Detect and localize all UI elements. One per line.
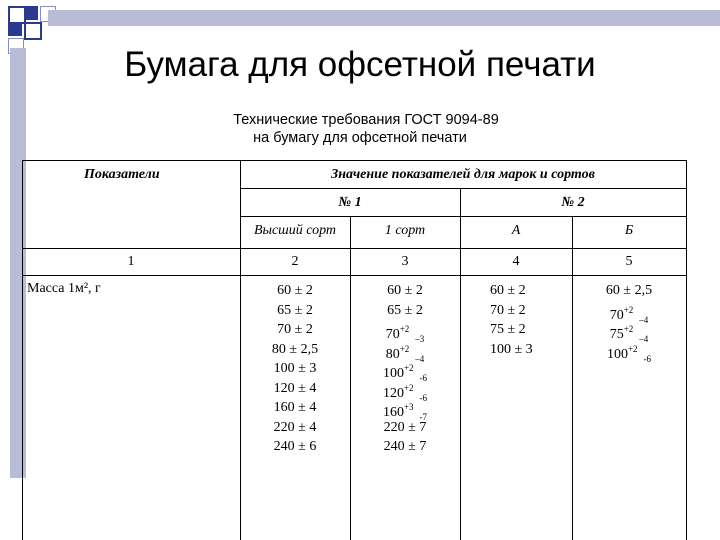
table-rule: [460, 188, 461, 540]
column-grade-b: [572, 281, 686, 364]
table-cell-value: [572, 281, 686, 301]
table-cell-value: 220 ± 4: [273, 419, 317, 435]
table-cell-value: [350, 398, 460, 422]
value-base: 100: [382, 366, 404, 381]
tolerance-lower: -6: [419, 373, 428, 383]
table-cell-value: [572, 301, 686, 325]
tolerance-lower: -6: [643, 353, 652, 364]
value-base: 240 ± 7: [383, 439, 427, 454]
table-cell-value: 80 ± 2,5: [271, 341, 319, 357]
tolerance-lower: –4: [639, 334, 649, 344]
column-number: 2: [291, 254, 299, 269]
tolerance-lower: –4: [639, 314, 649, 325]
tolerance-lower: -7: [419, 412, 428, 422]
column-number: 3: [401, 254, 409, 269]
deco-square: [8, 22, 22, 36]
tolerance-upper: +2: [623, 324, 634, 334]
table-cell-value: [350, 281, 460, 301]
table-cell-value: [350, 301, 460, 321]
table-cell-value: 240 ± 6: [273, 439, 317, 454]
table-cell-value: 60 ± 2: [277, 283, 313, 298]
table-rule: [22, 248, 686, 249]
header-indicators: Показатели: [84, 167, 160, 182]
tolerance-upper: +2: [403, 363, 414, 373]
value-base: 100: [606, 346, 628, 362]
column-number: 4: [512, 254, 520, 269]
tolerance-lower: -6: [419, 392, 428, 403]
column-grade-a: [460, 281, 572, 359]
tolerance-lower: –4: [415, 353, 425, 364]
table-cell-value: 160 ± 4: [273, 400, 317, 415]
column-first-grade: [350, 281, 460, 457]
value-base: 75: [609, 327, 624, 342]
subheader-first: 1 сорт: [384, 223, 426, 238]
value-base: 80: [385, 346, 400, 362]
table-cell-value: 100 ± 3: [273, 361, 317, 376]
table-rule: [22, 275, 686, 276]
deco-square: [24, 22, 42, 40]
column-number: 5: [625, 254, 633, 269]
table-border: [22, 160, 23, 540]
slide-top-bar: [48, 10, 720, 26]
table-cell-value: [572, 320, 686, 344]
table-cell-value: [350, 379, 460, 403]
header-grade-2: № 2: [561, 195, 585, 210]
subheader-b: Б: [624, 223, 634, 238]
tolerance-upper: +2: [399, 324, 410, 334]
table-cell-value: 60 ± 2: [490, 283, 526, 298]
subtitle-line-2: на бумагу для офсетной печати: [253, 130, 467, 146]
table-border: [686, 160, 687, 540]
value-base: 120: [382, 385, 404, 401]
table-rule: [240, 216, 686, 217]
tolerance-lower: –3: [415, 334, 425, 344]
table-cell-value: 100 ± 3: [490, 341, 533, 357]
spec-table: [22, 160, 686, 540]
table-cell-value: 120 ± 4: [273, 380, 317, 396]
table-cell-value: [350, 320, 460, 344]
tolerance-upper: +2: [623, 304, 634, 315]
table-cell-value: 70 ± 2: [490, 302, 526, 318]
subtitle-line-1: Технические требования ГОСТ 9094-89: [233, 112, 499, 128]
header-values: Значение показателей для марок и сортов: [331, 167, 595, 182]
tolerance-upper: +2: [627, 343, 638, 354]
table-cell-value: [350, 359, 460, 383]
table-border: [22, 160, 686, 161]
page-subtitle: [0, 111, 720, 147]
value-base: 160: [382, 405, 404, 420]
value-base: 220 ± 7: [383, 419, 427, 435]
value-base: 65 ± 2: [387, 302, 423, 318]
table-cell-value: [350, 340, 460, 364]
value-base: 70: [385, 327, 400, 342]
table-rule: [240, 188, 686, 189]
table-cell-value: 75 ± 2: [490, 322, 526, 337]
table-cell-value: [350, 418, 460, 438]
tolerance-upper: +2: [403, 382, 414, 393]
value-base: 60 ± 2,5: [605, 283, 653, 298]
tolerance-upper: +2: [399, 343, 410, 354]
subheader-highest: Высший сорт: [253, 223, 337, 238]
table-cell-value: 65 ± 2: [277, 302, 313, 318]
value-base: 60 ± 2: [387, 283, 423, 298]
column-highest-grade: [240, 281, 350, 457]
subheader-a: А: [511, 223, 521, 238]
header-grade-1: № 1: [338, 195, 362, 210]
table-cell-value: [572, 340, 686, 364]
deco-square: [24, 6, 38, 20]
tolerance-upper: +3: [403, 402, 414, 412]
page-title: Бумага для офсетной печати: [124, 45, 596, 84]
value-base: 70: [609, 307, 624, 323]
table-cell-value: [350, 437, 460, 457]
table-cell-value: 70 ± 2: [277, 322, 313, 337]
row-label-mass: Масса 1м², г: [27, 281, 101, 296]
column-number: 1: [127, 254, 135, 269]
